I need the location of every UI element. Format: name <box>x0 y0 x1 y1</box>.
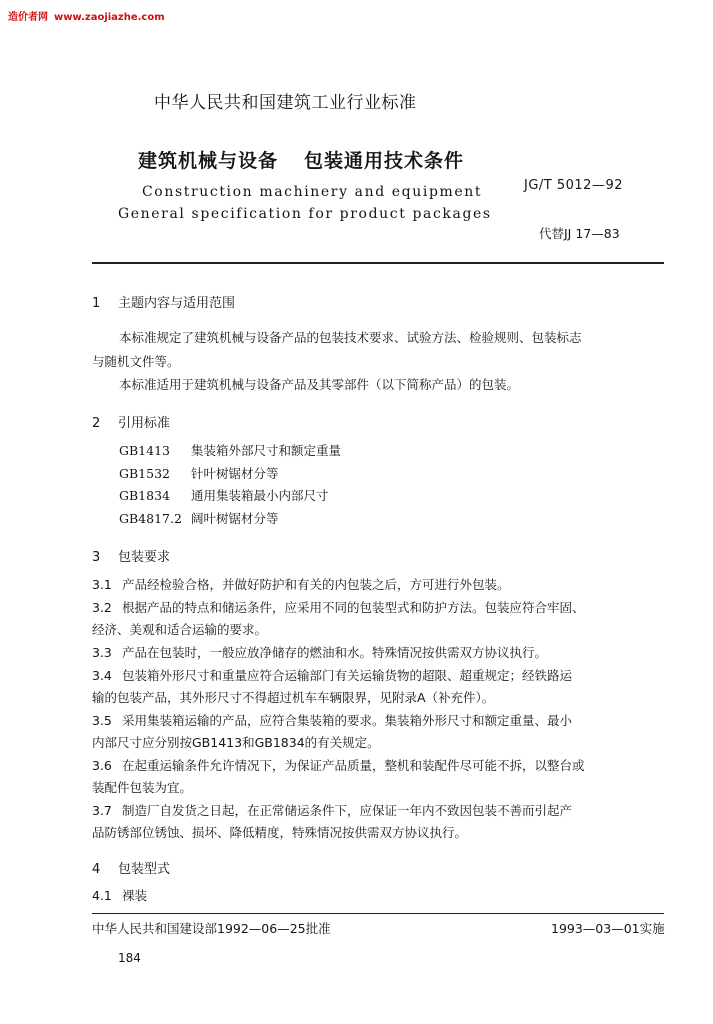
section-1-heading <box>92 292 235 311</box>
clause-4-1 <box>92 886 147 904</box>
section-number: 3 <box>92 550 101 565</box>
clause-text: 产品经检验合格，并做好防护和有关的内包装之后，方可进行外包装。 <box>122 577 510 592</box>
effective-date: 1993—03—01实施 <box>551 921 665 936</box>
watermark-url: www.zaojiazhe.com <box>54 12 165 23</box>
clause-3-6 <box>92 756 585 774</box>
title-chinese <box>138 146 464 173</box>
title-cn-part2: 包装通用技术条件 <box>304 150 465 172</box>
reference-name: 通用集装箱最小内部尺寸 <box>191 488 329 503</box>
paragraph-line: 与随机文件等。 <box>92 354 180 369</box>
replaces-standard: 代替JJ 17—83 <box>539 226 620 241</box>
clause-3-4 <box>92 666 572 684</box>
standard-number: JG/T 5012—92 <box>524 178 623 193</box>
clause-number: 3.1 <box>92 577 112 592</box>
section-number: 1 <box>92 296 101 311</box>
clause-text: 根据产品的特点和储运条件，应采用不同的包装型式和防护方法。包装应符合牢固、 <box>122 600 585 615</box>
clause-text: 裸装 <box>122 888 148 903</box>
reference-item <box>119 486 329 504</box>
clause-text: 采用集装箱运输的产品，应符合集装箱的要求。集装箱外形尺寸和额定重量、最小 <box>122 713 573 728</box>
clause-text: 制造厂自发货之日起，在正常储运条件下，应保证一年内不致因包装不善而引起产 <box>122 803 573 818</box>
clause-number: 3.2 <box>92 600 112 615</box>
clause-3-7 <box>92 801 572 819</box>
section-number: 4 <box>92 862 101 877</box>
watermark-site: 造价者网 <box>8 12 48 23</box>
section-2-heading <box>92 412 170 431</box>
title-english-line1: Construction machinery and equipment <box>142 184 483 200</box>
clause-3-5 <box>92 711 572 729</box>
clause-continuation: 输的包装产品，其外形尺寸不得超过机车车辆限界，见附录A（补充件）。 <box>92 690 495 705</box>
reference-item <box>119 464 279 482</box>
paragraph-line: 本标准规定了建筑机械与设备产品的包装技术要求、试验方法、检验规则、包装标志 <box>119 330 582 345</box>
reference-code: GB1834 <box>119 488 170 503</box>
paragraph-line: 本标准适用于建筑机械与设备产品及其零部件（以下简称产品）的包装。 <box>119 377 520 392</box>
clause-continuation: 装配件包装为宜。 <box>92 780 193 795</box>
clause-number: 3.4 <box>92 668 112 683</box>
section-number: 2 <box>92 416 101 431</box>
title-cn-part1: 建筑机械与设备 <box>138 150 279 172</box>
reference-name: 针叶树锯材分等 <box>191 466 279 481</box>
reference-code: GB1413 <box>119 443 170 458</box>
clause-continuation: 内部尺寸应分别按GB1413和GB1834的有关规定。 <box>92 735 380 750</box>
section-title: 包装型式 <box>118 862 171 877</box>
section-title: 包装要求 <box>118 550 171 565</box>
section-4-heading <box>92 858 170 877</box>
page-number: 184 <box>118 951 141 965</box>
clause-text: 产品在包装时，一般应放净储存的燃油和水。特殊情况按供需双方协议执行。 <box>122 645 548 660</box>
clause-number: 3.3 <box>92 645 112 660</box>
watermark <box>8 8 165 23</box>
clause-text: 包装箱外形尺寸和重量应符合运输部门有关运输货物的超限、超重规定；经铁路运 <box>122 668 573 683</box>
standard-type: 中华人民共和国建筑工业行业标准 <box>154 93 417 113</box>
reference-name: 集装箱外部尺寸和额定重量 <box>191 443 342 458</box>
reference-code: GB1532 <box>119 466 170 481</box>
reference-item <box>119 441 341 459</box>
reference-item <box>119 509 279 527</box>
approval-info: 中华人民共和国建设部1992—06—25批准 <box>92 921 331 936</box>
section-3-heading <box>92 546 170 565</box>
header-divider <box>92 262 664 264</box>
clause-3-1 <box>92 575 510 593</box>
title-english-line2: General specification for product packages <box>118 206 492 222</box>
clause-continuation: 经济、美观和适合运输的要求。 <box>92 622 268 637</box>
clause-continuation: 品防锈部位锈蚀、损坏、降低精度，特殊情况按供需双方协议执行。 <box>92 825 468 840</box>
clause-number: 3.6 <box>92 758 112 773</box>
clause-number: 3.5 <box>92 713 112 728</box>
section-title: 引用标准 <box>118 416 171 431</box>
section-title: 主题内容与适用范围 <box>118 296 236 311</box>
footer-divider <box>92 913 664 914</box>
reference-name: 阔叶树锯材分等 <box>191 511 279 526</box>
clause-3-3 <box>92 643 547 661</box>
reference-code: GB4817.2 <box>119 511 182 526</box>
clause-3-2 <box>92 598 585 616</box>
clause-number: 3.7 <box>92 803 112 818</box>
clause-number: 4.1 <box>92 888 112 903</box>
clause-text: 在起重运输条件允许情况下，为保证产品质量，整机和装配件尽可能不拆，以整台或 <box>122 758 585 773</box>
